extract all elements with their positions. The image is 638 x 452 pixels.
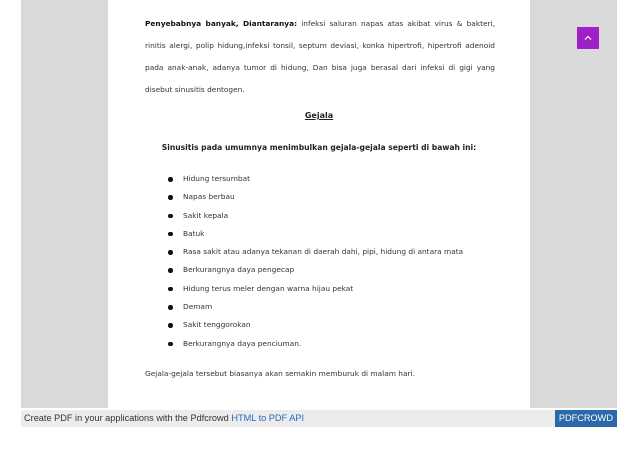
list-item: Sakit kepala <box>168 207 463 225</box>
symptoms-intro: Sinusitis pada umumnya menimbulkan gejala-gejala seperti di bawah ini: <box>161 143 477 152</box>
chevron-up-icon <box>583 33 593 43</box>
list-item: Berkurangnya daya penciuman. <box>168 335 463 353</box>
document-page <box>108 0 530 408</box>
pdfcrowd-brand-link[interactable]: PDFCROWD <box>555 410 617 427</box>
list-item: Sakit tenggorokan <box>168 316 463 334</box>
list-item: Berkurangnya daya pengecap <box>168 261 463 279</box>
causes-paragraph <box>145 13 495 101</box>
closing-text: Gejala-gejala tersebut biasanya akan semakin memburuk di malam hari. <box>145 369 415 378</box>
list-item: Napas berbau <box>168 188 463 206</box>
list-item: Hidung tersumbat <box>168 170 463 188</box>
list-item: Rasa sakit atau adanya tekanan di daerah dahi, pipi, hidung di antara mata <box>168 243 463 261</box>
causes-lead: Penyebabnya banyak, Diantaranya: <box>145 19 298 28</box>
list-item: Demam <box>168 298 463 316</box>
list-item: Hidung terus meler dengan warna hijau pekat <box>168 280 463 298</box>
left-margin <box>21 0 108 408</box>
symptom-list <box>168 170 463 353</box>
html-to-pdf-api-link[interactable]: HTML to PDF API <box>231 413 305 423</box>
scroll-to-top-button[interactable] <box>577 27 599 49</box>
footer-label: Create PDF in your applications with the Pdfcrowd <box>24 413 229 423</box>
section-heading: Gejala <box>304 111 334 120</box>
footer-text <box>24 413 304 423</box>
right-margin <box>530 0 617 408</box>
list-item: Batuk <box>168 225 463 243</box>
pdf-footer-bar <box>21 410 617 427</box>
causes-body: infeksi saluran napas atas akibat virus & bakteri, rinitis alergi, polip hidung,infeksi tonsil, septum deviasi, konka hipertrofi, hipertrofi adenoid pada anak-anak, adanya tumor di hidung, Dan bisa juga berasal dari infeksi di gigi yang disebut sinusitis dentogen. <box>145 19 495 94</box>
